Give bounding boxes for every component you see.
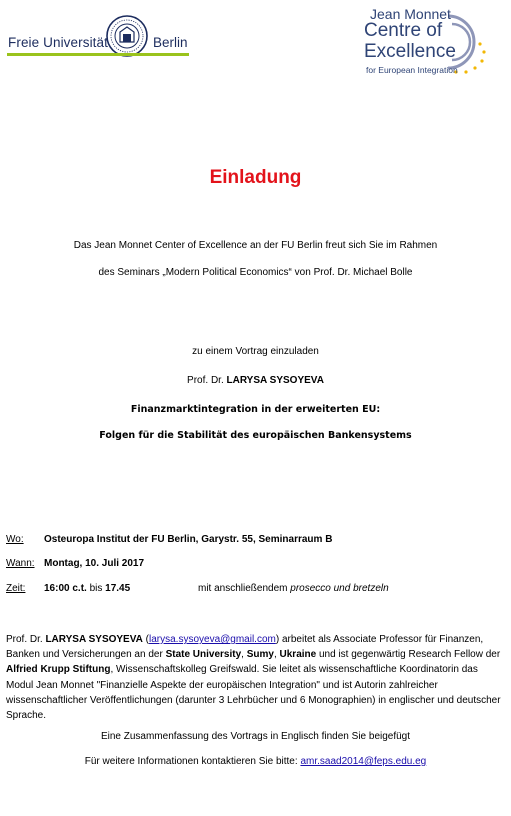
summary-text: Eine Zusammenfassung des Vortrags in Englisch finden Sie beigefügt [100, 731, 411, 742]
time-extra-italic: prosecco und bretzeln [290, 583, 389, 594]
speaker-bio [6, 632, 504, 723]
time-extra-prefix: mit anschließendem [198, 583, 291, 594]
jm-logo-line3: Excellence [364, 41, 456, 62]
page-title: Einladung [209, 167, 302, 188]
speaker-email-link[interactable]: larysa.sysoyeva@gmail.com [149, 634, 276, 645]
bio-part1: ) arbeitet als Associate Professor für Finanzen, Banken und Versicherungen an der [6, 634, 484, 661]
talk-title-line1: Finanzmarktintegration in der erweiterten EU: [130, 404, 381, 415]
jm-logo-line2: Centre of [364, 20, 443, 41]
bio-comma1: , [241, 649, 247, 661]
bio-univ: State University [165, 649, 242, 661]
bio-open: ( [142, 634, 149, 645]
fu-logo-text-left: Freie Universität [8, 35, 108, 50]
speaker-prefix: Prof. Dr. [187, 375, 227, 386]
bio-prefix: Prof. Dr. [6, 634, 46, 645]
speaker-name: LARYSA SYSOYEVA [226, 375, 324, 386]
bio-part2: und ist gegenwärtig Research Fellow der [316, 649, 501, 661]
contact-line [0, 756, 511, 767]
when-value: Montag, 10. Juli 2017 [44, 558, 145, 569]
bio-country: Ukraine [279, 649, 317, 661]
fu-logo-underline [7, 53, 189, 56]
time-extra [198, 583, 389, 594]
talk-title-line2: Folgen für die Stabilität des europäischen Bankensystems [99, 430, 412, 441]
invite-text: zu einem Vortrag einzuladen [192, 346, 319, 357]
time-value [44, 583, 130, 594]
bio-city: Sumy [246, 649, 274, 661]
fu-logo-text-right: Berlin [153, 35, 188, 50]
time-bis: bis [86, 583, 106, 594]
bio-name: LARYSA SYSOYEVA [45, 634, 143, 645]
bio-foundation: Alfried Krupp Stiftung [6, 664, 111, 676]
contact-text: Für weitere Informationen kontaktieren Sie bitte: [84, 756, 301, 767]
time-label: Zeit: [6, 583, 26, 594]
bio-comma2: , [273, 649, 280, 661]
fu-seal-icon [105, 14, 149, 58]
speaker-line [0, 375, 511, 386]
time-end: 17.45 [105, 583, 131, 594]
where-label: Wo: [6, 534, 24, 545]
where-value: Osteuropa Institut der FU Berlin, Garystr. 55, Seminarraum B [44, 534, 333, 545]
jm-logo-line1: Jean Monnet [370, 6, 451, 22]
intro-line-1: Das Jean Monnet Center of Excellence an der FU Berlin freut sich Sie im Rahmen [73, 240, 438, 251]
when-label: Wann: [6, 558, 35, 569]
time-start: 16:00 c.t. [44, 583, 87, 594]
intro-line-2: des Seminars „Modern Political Economics“ von Prof. Dr. Michael Bolle [98, 267, 413, 278]
contact-email-link[interactable]: amr.saad2014@feps.edu.eg [300, 756, 427, 767]
jm-logo-line4: for European Integration [366, 65, 458, 75]
bio-part3: , Wissenschaftskolleg Greifswald. Sie leitet als wissenschaftliche Koordinatorin das Modul Jean Monnet "Finanzielle Aspekte der europäischen Integration" und ist Autorin zahlreicher wissenschaftlicher Veröffentlichungen (darunter 3 Lehrbücher und 6 Monographien) in englischer und deutscher Sprache. [6, 664, 501, 722]
